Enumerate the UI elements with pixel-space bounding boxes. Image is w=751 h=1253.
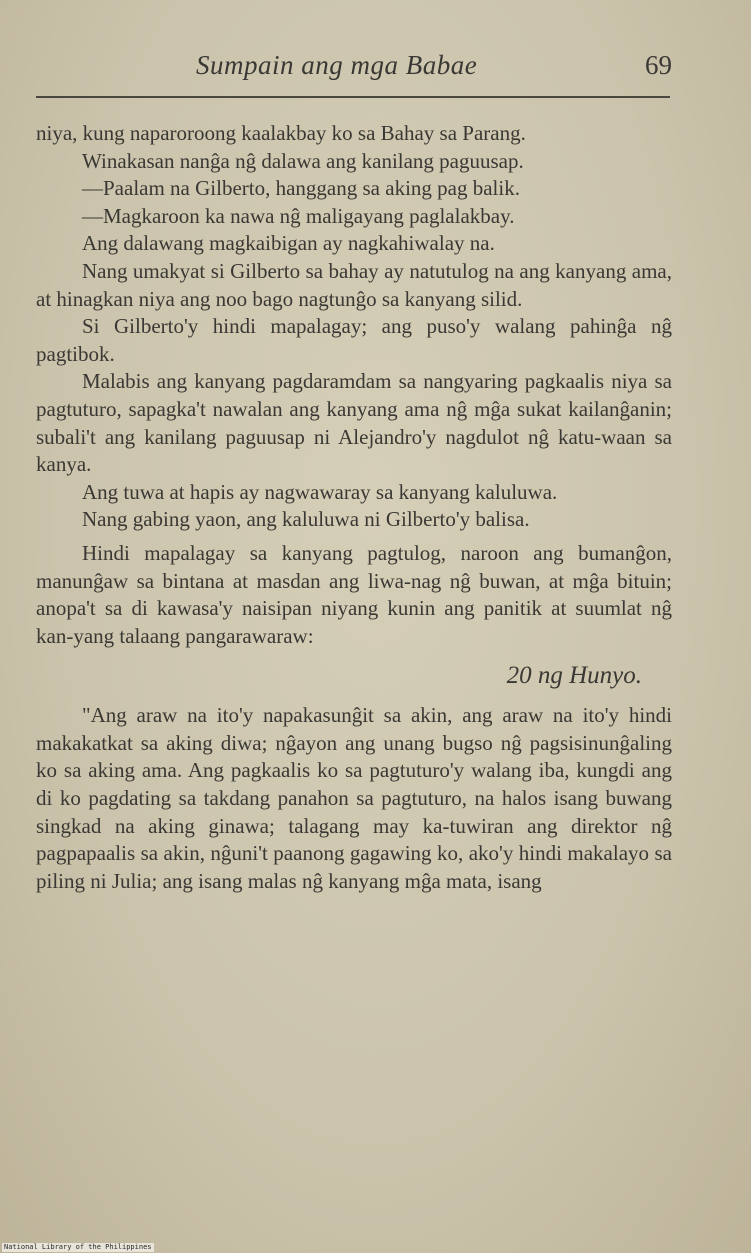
paragraph: Nang umakyat si Gilberto sa bahay ay natutulog na ang kanyang ama, at hinagkan niya ang noo bago nagtunĝo sa kanyang silid.: [36, 258, 672, 311]
paragraphs-top: [36, 120, 672, 534]
page-body: [36, 120, 672, 895]
paragraph: Hindi mapalagay sa kanyang pagtulog, naroon ang bumanĝon, manunĝaw sa bintana at masdan ang liwa-nag nĝ buwan, at mĝa bituin; anopa't sa di kawasa'y naisipan niyang kunin ang panitik at suumlat nĝ kan-yang talaang pangarawaraw:: [36, 540, 672, 648]
paragraphs-mid: [36, 540, 672, 650]
paragraph: Ang dalawang magkaibigan ay nagkahiwalay na.: [82, 231, 495, 256]
paragraph: —Paalam na Gilberto, hanggang sa aking pag balik.: [82, 176, 520, 201]
paragraph: Nang gabing yaon, ang kaluluwa ni Gilberto'y balisa.: [82, 507, 530, 532]
page-header: [36, 50, 672, 90]
header-rule: [36, 96, 670, 98]
page-number: 69: [645, 50, 672, 80]
paragraph: Winakasan nanĝa nĝ dalawa ang kanilang paguusap.: [82, 148, 524, 173]
paragraph: niya, kung naparoroong kaalakbay ko sa Bahay sa Parang.: [36, 121, 526, 145]
paragraph: Malabis ang kanyang pagdaramdam sa nangyaring pagkaalis niya sa pagtuturo, sapagka't nawalan ang kanyang ama nĝ mĝa sukat kailanĝanin; subali't ang kanilang paguusap ni Alejandro'y nagdulot nĝ katu-waan sa kanya.: [36, 369, 672, 477]
paragraphs-bottom: [36, 702, 672, 895]
library-footer: National Library of the Philippines: [4, 1243, 152, 1251]
running-title: Sumpain ang mga Babae: [196, 50, 478, 80]
paragraph: "Ang araw na ito'y napakasunĝit sa akin, ang araw na ito'y hindi makakatkat sa aking diwa; nĝayon ang unang bugso nĝ pagsisinunĝaling ko sa aking ama. Ang pagkaalis ko sa pagtuturo'y walang iba, kungdi ang di ko pagdating sa takdang panahon sa pagtuturo, na halos isang buwang singkad na aking ginawa; talagang may ka-tuwiran ang direktor nĝ pagpapaalis sa akin, nĝuni't paanong gagawing ko, ako'y hindi makalayo sa piling ni Julia; ang isang malas nĝ kanyang mĝa mata, isang: [36, 703, 672, 893]
diary-date: 20 ng Hunyo.: [506, 662, 642, 690]
paragraph: Si Gilberto'y hindi mapalagay; ang puso'y walang pahinĝa nĝ pagtibok.: [36, 314, 672, 366]
paragraph: Ang tuwa at hapis ay nagwawaray sa kanyang kaluluwa.: [82, 479, 558, 504]
paragraph: —Magkaroon ka nawa nĝ maligayang paglalakbay.: [82, 203, 515, 228]
